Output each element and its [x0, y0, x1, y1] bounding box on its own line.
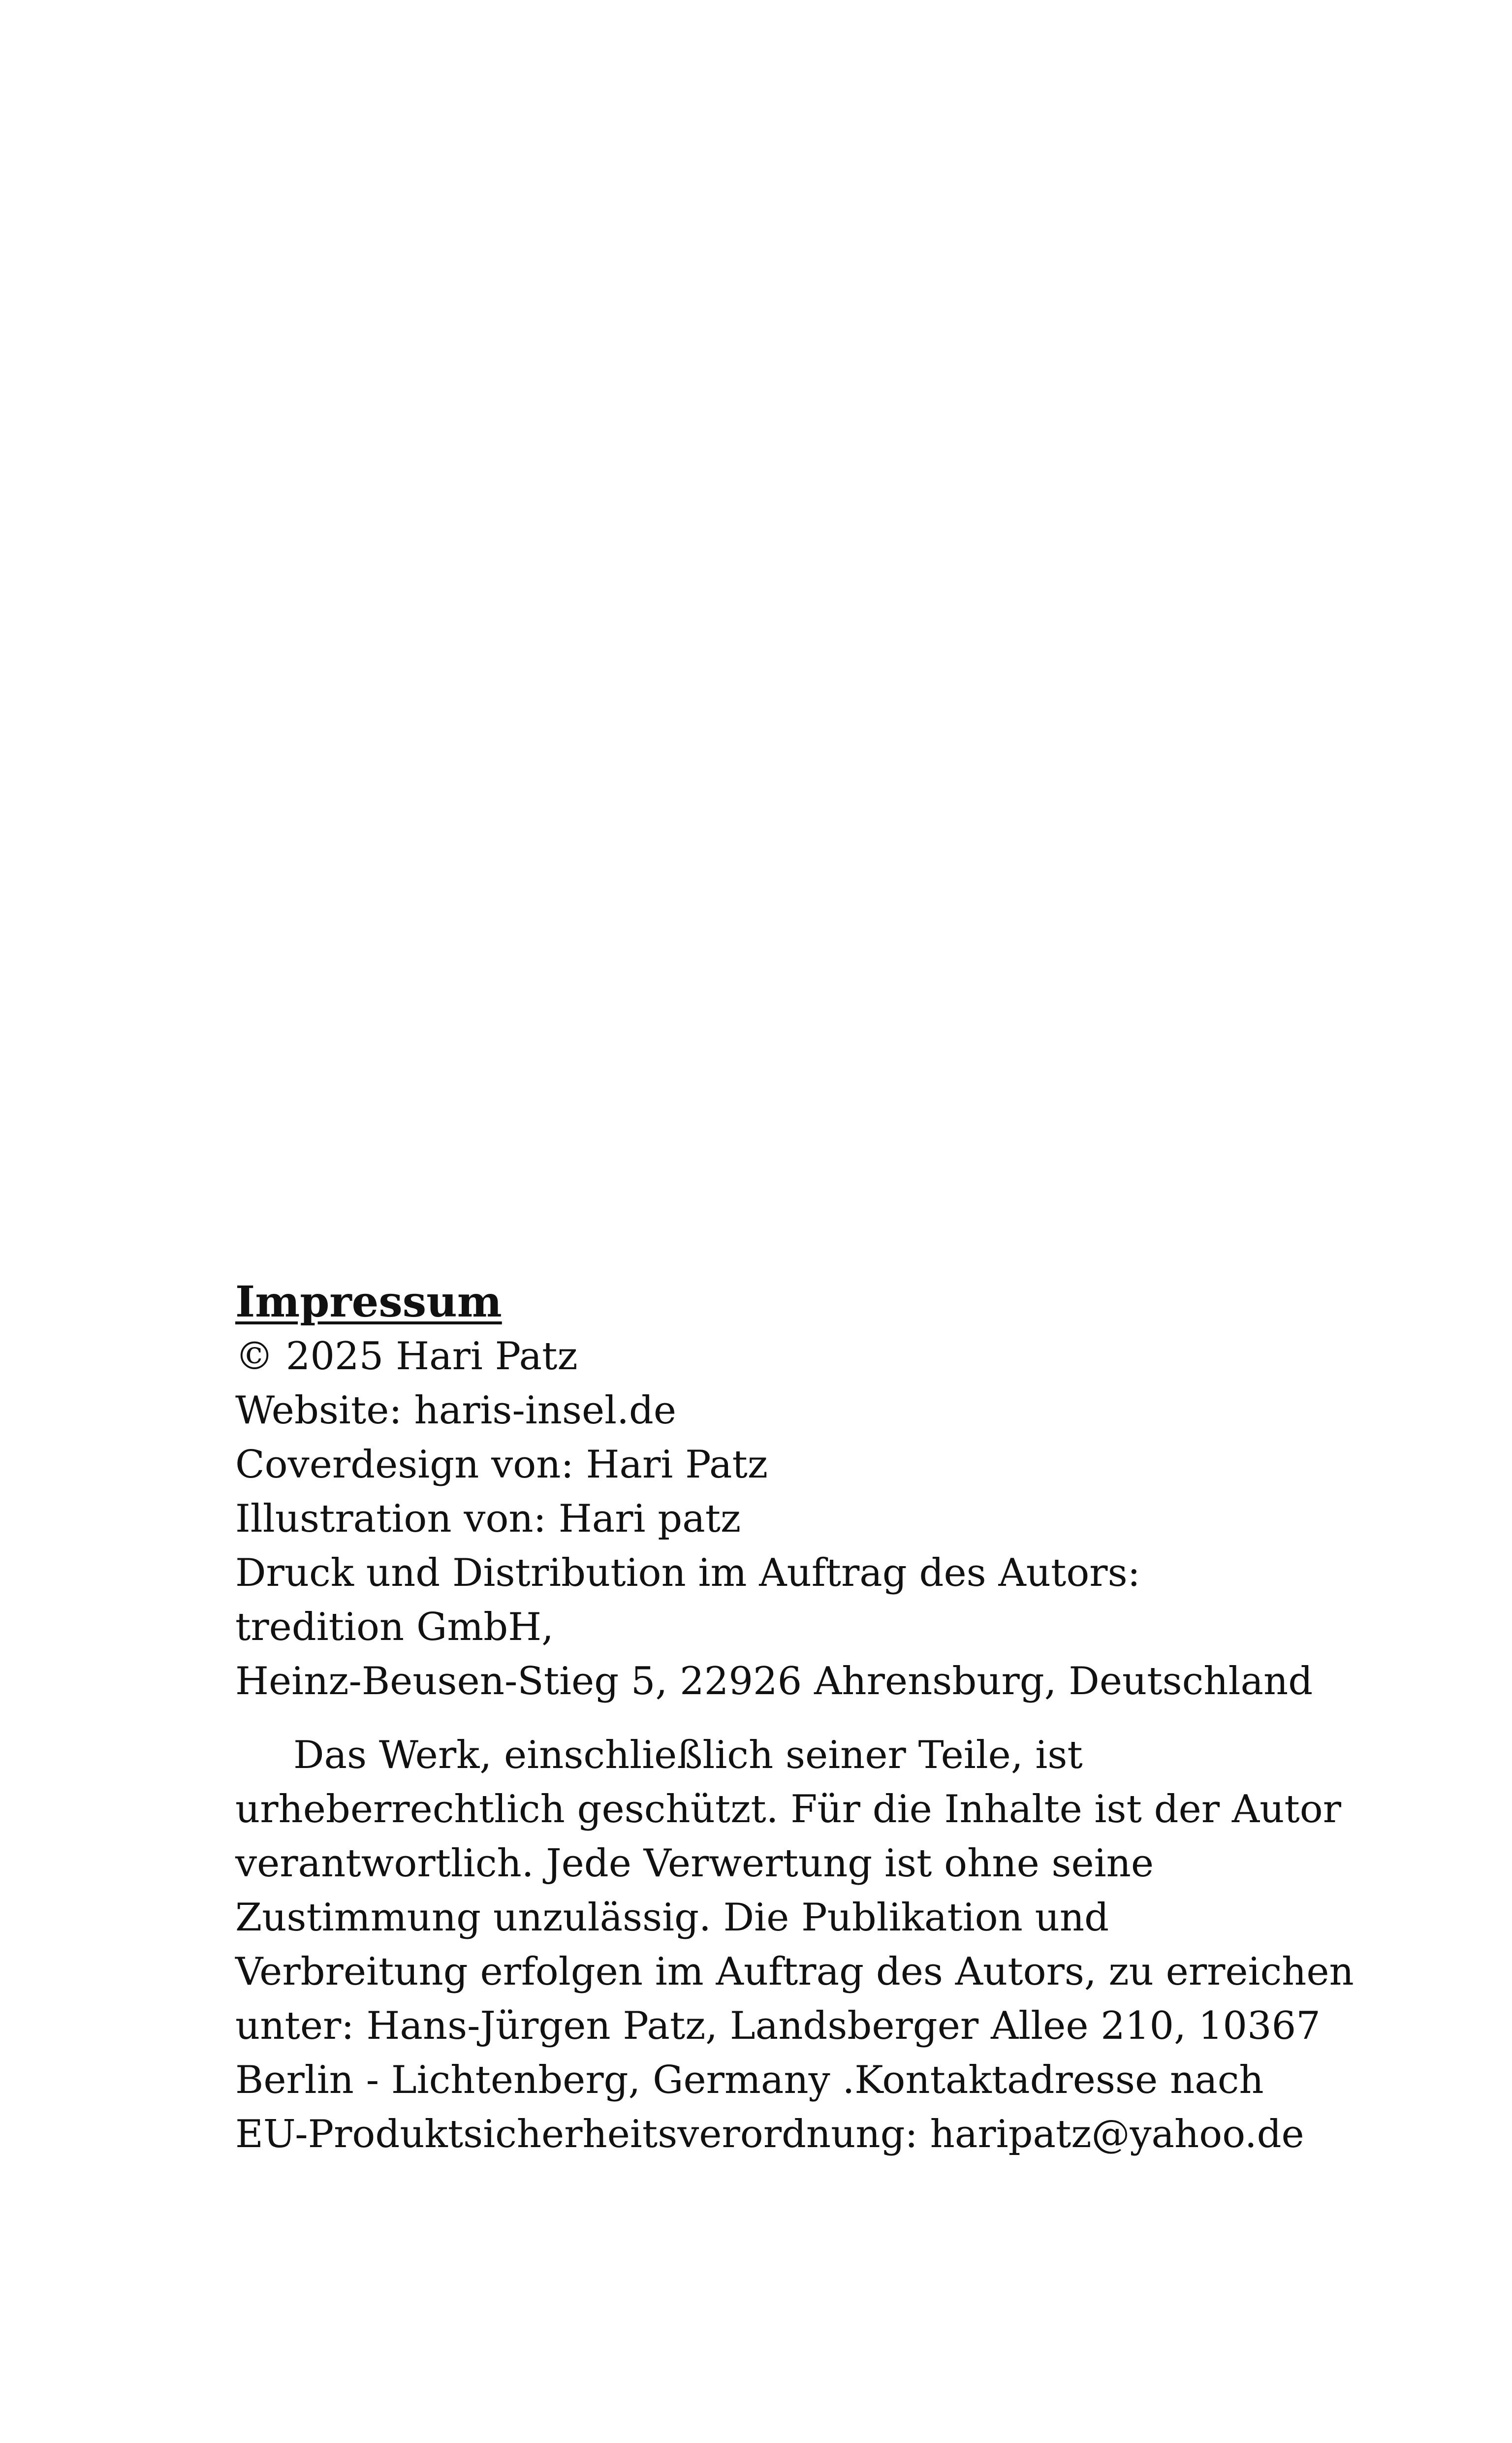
notice-line: unter: Hans-Jürgen Patz, Landsberger Allee 210, 10367 — [235, 2004, 1321, 2048]
publisher-name-line: tredition GmbH, — [235, 1605, 554, 1649]
illustration-line: Illustration von: Hari patz — [235, 1497, 741, 1541]
distribution-line: Druck und Distribution im Auftrag des Autors: — [235, 1551, 1140, 1595]
notice-line: Berlin - Lichtenberg, Germany .Kontaktadresse nach — [235, 2058, 1264, 2102]
notice-line: Verbreitung erfolgen im Auftrag des Autors, zu erreichen — [235, 1950, 1354, 1994]
impressum-section — [235, 1275, 1354, 2161]
notice-line: Das Werk, einschließlich seiner Teile, ist — [293, 1733, 1083, 1777]
coverdesign-line: Coverdesign von: Hari Patz — [235, 1443, 768, 1487]
publisher-address-line: Heinz-Beusen-Stieg 5, 22926 Ahrensburg, Deutschland — [235, 1659, 1313, 1704]
publication-details — [235, 1329, 1318, 1708]
copyright-notice-paragraph — [235, 1728, 1354, 2161]
notice-line: verantwortlich. Jede Verwertung ist ohne seine — [235, 1841, 1154, 1886]
impressum-title: Impressum — [235, 1277, 502, 1327]
notice-line: Zustimmung unzulässig. Die Publikation und — [235, 1896, 1109, 1940]
notice-contact-line: EU-Produktsicherheitsverordnung: haripatz@yahoo.de — [235, 2112, 1304, 2156]
notice-line: urheberrechtlich geschützt. Für die Inhalte ist der Autor — [235, 1787, 1341, 1832]
website-line: Website: haris-insel.de — [235, 1388, 677, 1433]
copyright-line: © 2025 Hari Patz — [235, 1334, 578, 1379]
